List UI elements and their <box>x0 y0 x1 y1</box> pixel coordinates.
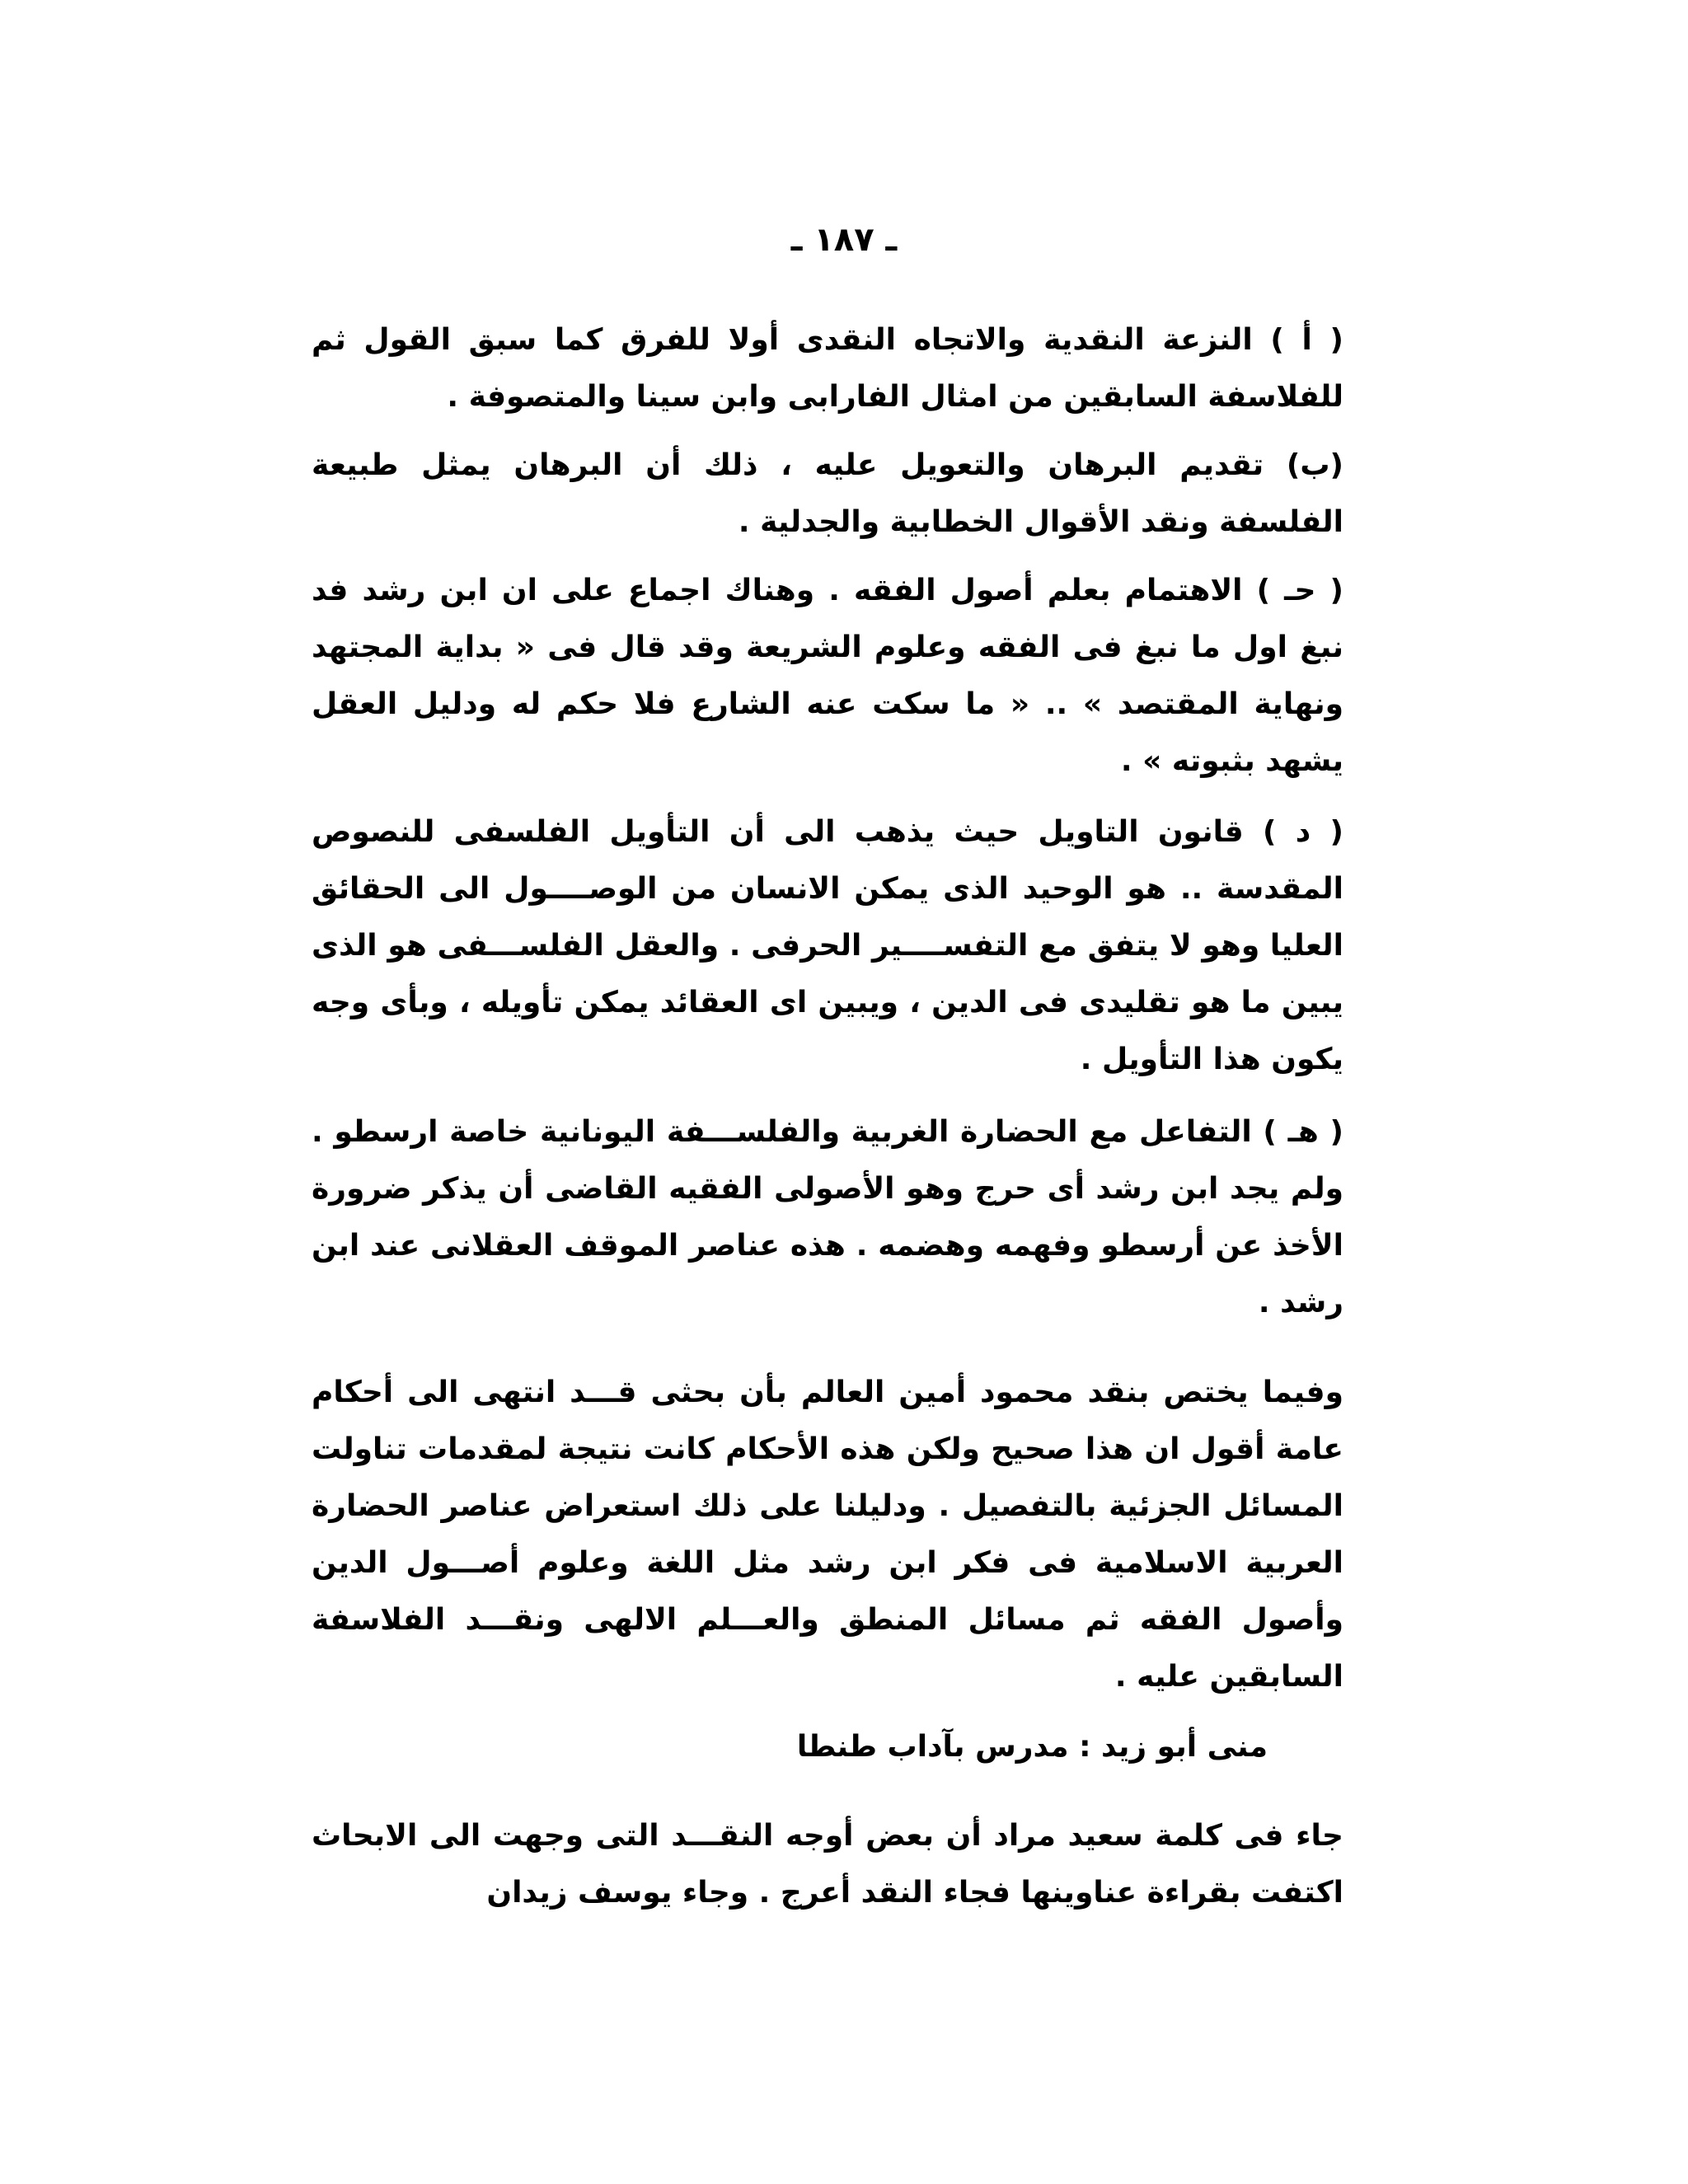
paragraph-e: ( هـ ) التفاعل مع الحضارة الغربية والفلســـفة اليونانية خاصة ارسطو . ولم يجد ابن رشد أى حرج وهو الأصولى الفقيه القاضى أن يذكر ضرورة الأخذ عن أرسطو وفهمه وهضمه . هذه عناصر الموقف العقلانى عند ابن رشد . <box>312 1115 1343 1319</box>
paragraph-speaker-text: جاء فى كلمة سعيد مراد أن بعض أوجه النقـــد التى وجهت الى الابحاث اكتفت بقراءة عناوينها فجاء النقد أعرج . وجاء يوسف زيدان <box>312 1819 1343 1910</box>
paragraph-c: ( حـ ) الاهتمام بعلم أصول الفقه . وهناك اجماع على ان ابن رشد فد نبغ اول ما نبغ فى الفقه وعلوم الشريعة وقد قال فى « بداية المجتهد ونهاية المقتصد » .. « ما سكت عنه الشارع فلا حكم له ودليل العقل يشهد بثبوته » . <box>312 574 1343 778</box>
paragraph-response: وفيما يختص بنقد محمود أمين العالم بأن بحثى قـــد انتهى الى أحكام عامة أقول ان هذا صحيح ولكن هذه الأحكام كانت نتيجة لمقدمات تناولت المسائل الجزئية بالتفصيل . ودليلنا على ذلك استعراض عناصر الحضارة العربية الاسلامية فى فكر ابن رشد مثل اللغة وعلوم أصـــول الدين وأصول الفقه ثم مسائل المنطق والعـــلم الالهى ونقـــد الفلاسفة السابقين عليه . <box>312 1376 1343 1694</box>
paragraph-a: ( أ ) النزعة النقدية والاتجاه النقدى أولا للفرق كما سبق القول ثم للفلاسفة السابقين من امثال الفارابى وابن سينا والمتصوفة . <box>312 323 1343 414</box>
speaker-heading: منى أبو زيد : مدرس بآداب طنطا <box>796 1730 1268 1764</box>
page-number: ـ ١٨٧ ـ <box>790 221 898 259</box>
paragraph-b: (ب) تقديم البرهان والتعويل عليه ، ذلك أن البرهان يمثل طبيعة الفلسفة ونقد الأقوال الخطابية والجدلية . <box>312 448 1343 539</box>
paragraph-d: ( د ) قانون التاويل حيث يذهب الى أن التأويل الفلسفى للنصوص المقدسة .. هو الوحيد الذى يمكن الانسان من الوصــــول الى الحقائق العليا وهو لا يتفق مع التفســــير الحرفى . والعقل الفلســـفى هو الذى يبين ما هو تقليدى فى الدين ، ويبين اى العقائد يمكن تأويله ، وبأى وجه يكون هذا التأويل . <box>312 815 1343 1076</box>
